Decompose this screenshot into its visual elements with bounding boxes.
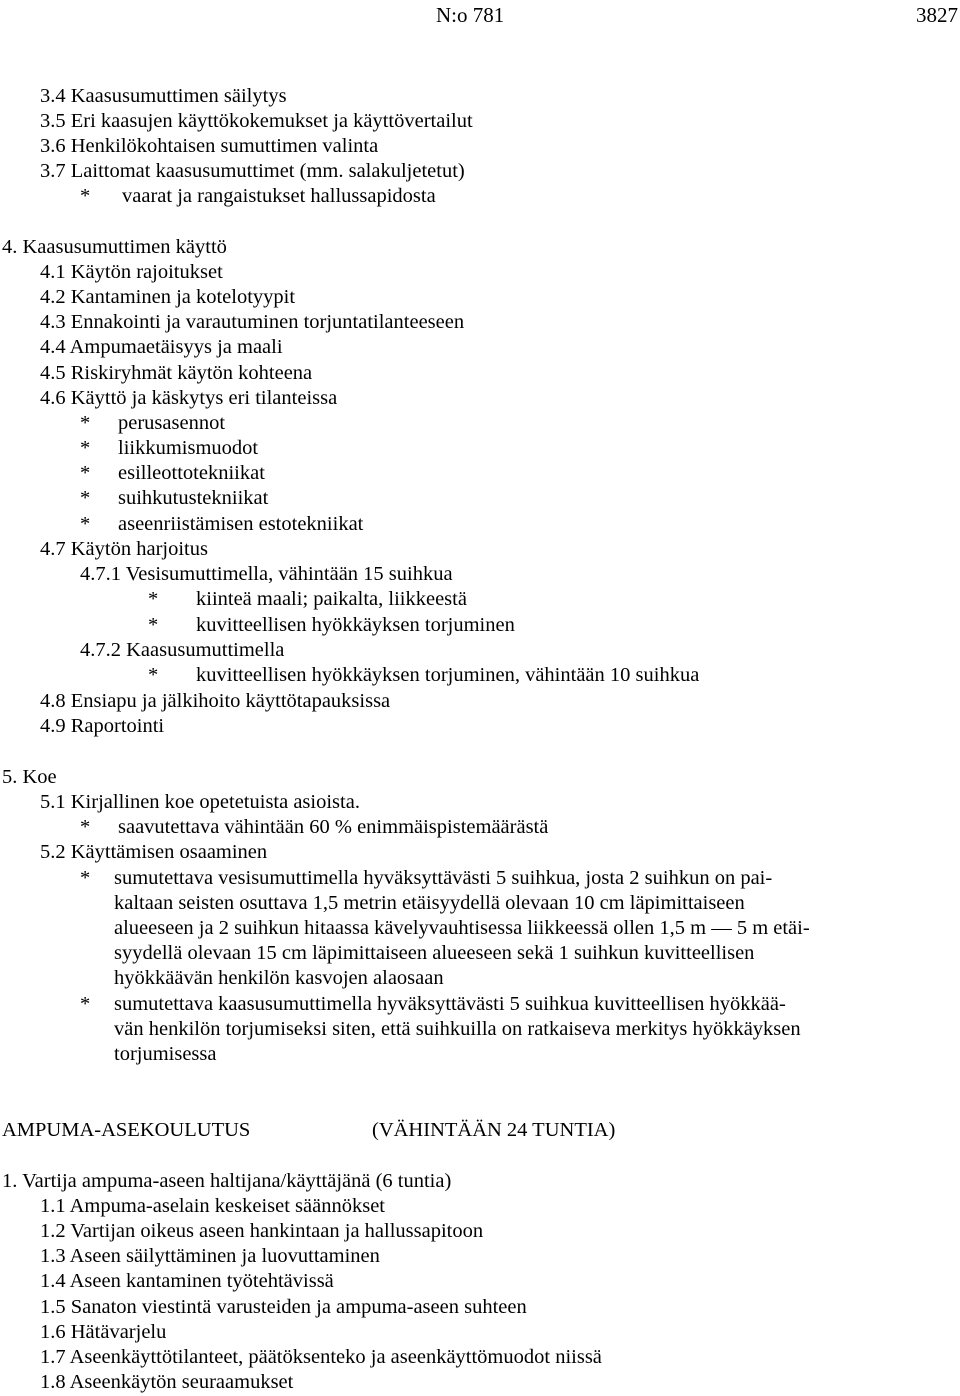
- bullet-item: saavutettava vähintään 60 % enimmäispistemäärästä: [118, 816, 549, 838]
- list-item: 4.5 Riskiryhmät käytön kohteena: [40, 362, 313, 384]
- section-title: 1. Vartija ampuma-aseen haltijana/käyttäjänä (6 tuntia): [2, 1170, 452, 1192]
- bullet-item: liikkumismuodot: [118, 437, 259, 459]
- bullet-marker: *: [148, 588, 159, 610]
- section-title: 5. Koe: [2, 766, 57, 788]
- list-item: 1.2 Vartijan oikeus aseen hankintaan ja hallussapitoon: [40, 1220, 484, 1242]
- bullet-item: aseenriistämisen estotekniikat: [118, 513, 364, 535]
- bullet-marker: *: [80, 867, 91, 889]
- bullet-item: suihkutustekniikat: [118, 487, 269, 509]
- list-item: 1.3 Aseen säilyttäminen ja luovuttaminen: [40, 1245, 380, 1267]
- bullet-marker: *: [80, 185, 91, 207]
- list-item: 3.5 Eri kaasujen käyttökokemukset ja käyttövertailut: [40, 110, 473, 132]
- bullet-item: kuvitteellisen hyökkäyksen torjuminen: [196, 614, 515, 636]
- bullet-item: kuvitteellisen hyökkäyksen torjuminen, vähintään 10 suihkua: [196, 664, 700, 686]
- list-item: 3.7 Laittomat kaasusumuttimet (mm. salakuljetetut): [40, 160, 465, 182]
- bullet-marker: *: [80, 513, 91, 535]
- paragraph-line: hyökkäävän henkilön kasvojen alaosaan: [114, 967, 444, 989]
- bullet-marker: *: [80, 412, 91, 434]
- list-item: 1.5 Sanaton viestintä varusteiden ja ampuma-aseen suhteen: [40, 1296, 527, 1318]
- paragraph-line: sumutettava vesisumuttimella hyväksyttävästi 5 suihkua, josta 2 suihkun on pai-: [114, 867, 773, 889]
- list-item: 4.3 Ennakointi ja varautuminen torjuntatilanteeseen: [40, 311, 465, 333]
- bullet-marker: *: [80, 462, 91, 484]
- bullet-item: esilleottotekniikat: [118, 462, 265, 484]
- paragraph-line: kaltaan seisten osuttava 1,5 metrin etäisyydellä olevaan 10 cm läpimittaiseen: [114, 892, 745, 914]
- list-item: 4.2 Kantaminen ja kotelotyypit: [40, 286, 296, 308]
- list-item: 1.1 Ampuma-aselain keskeiset säännökset: [40, 1195, 385, 1217]
- bullet-item: perusasennot: [118, 412, 226, 434]
- list-item: 1.8 Aseenkäytön seuraamukset: [40, 1371, 294, 1393]
- list-item: 4.4 Ampumaetäisyys ja maali: [40, 336, 283, 358]
- paragraph-line: sumutettava kaasusumuttimella hyväksyttävästi 5 suihkua kuvitteellisen hyökkää-: [114, 993, 786, 1015]
- bullet-marker: *: [80, 437, 91, 459]
- list-item: 1.6 Hätävarjelu: [40, 1321, 167, 1343]
- list-item: vaarat ja rangaistukset hallussapidosta: [122, 185, 436, 207]
- paragraph-line: torjumisessa: [114, 1043, 217, 1065]
- list-item: 3.4 Kaasusumuttimen säilytys: [40, 85, 287, 107]
- list-item: 1.7 Aseenkäyttötilanteet, päätöksenteko ja aseenkäyttömuodot niissä: [40, 1346, 602, 1368]
- bullet-marker: *: [80, 816, 91, 838]
- bullet-item: kiinteä maali; paikalta, liikkeestä: [196, 588, 467, 610]
- publication-number: N:o 781: [436, 3, 505, 27]
- paragraph-line: vän henkilön torjumiseksi siten, että suihkuilla on ratkaiseva merkitys hyökkäyksen: [114, 1018, 801, 1040]
- bullet-marker: *: [80, 487, 91, 509]
- list-item: 4.7 Käytön harjoitus: [40, 538, 208, 560]
- bullet-marker: *: [148, 664, 159, 686]
- list-item: 4.7.1 Vesisumuttimella, vähintään 15 suihkua: [80, 563, 453, 585]
- paragraph-line: alueeseen ja 2 suihkun hitaassa kävelyvauhtisessa liikkeessä ollen 1,5 m — 5 m etäi-: [114, 917, 810, 939]
- list-item: 1.4 Aseen kantaminen työtehtävissä: [40, 1270, 334, 1292]
- section-heading: AMPUMA-ASEKOULUTUS: [2, 1119, 251, 1141]
- list-item: 3.6 Henkilökohtaisen sumuttimen valinta: [40, 135, 379, 157]
- duration-label: (VÄHINTÄÄN 24 TUNTIA): [372, 1119, 616, 1141]
- bullet-marker: *: [80, 993, 91, 1015]
- paragraph-line: syydellä olevaan 15 cm läpimittaiseen alueeseen sekä 1 suihkun kuvitteellisen: [114, 942, 755, 964]
- list-item: 4.1 Käytön rajoitukset: [40, 261, 223, 283]
- list-item: 4.7.2 Kaasusumuttimella: [80, 639, 285, 661]
- list-item: 5.2 Käyttämisen osaaminen: [40, 841, 268, 863]
- list-item: 4.9 Raportointi: [40, 715, 165, 737]
- bullet-marker: *: [148, 614, 159, 636]
- page-number: 3827: [916, 3, 958, 27]
- list-item: 5.1 Kirjallinen koe opetetuista asioista.: [40, 791, 360, 813]
- list-item: 4.6 Käyttö ja käskytys eri tilanteissa: [40, 387, 338, 409]
- section-title: 4. Kaasusumuttimen käyttö: [2, 236, 227, 258]
- list-item: 4.8 Ensiapu ja jälkihoito käyttötapauksissa: [40, 690, 391, 712]
